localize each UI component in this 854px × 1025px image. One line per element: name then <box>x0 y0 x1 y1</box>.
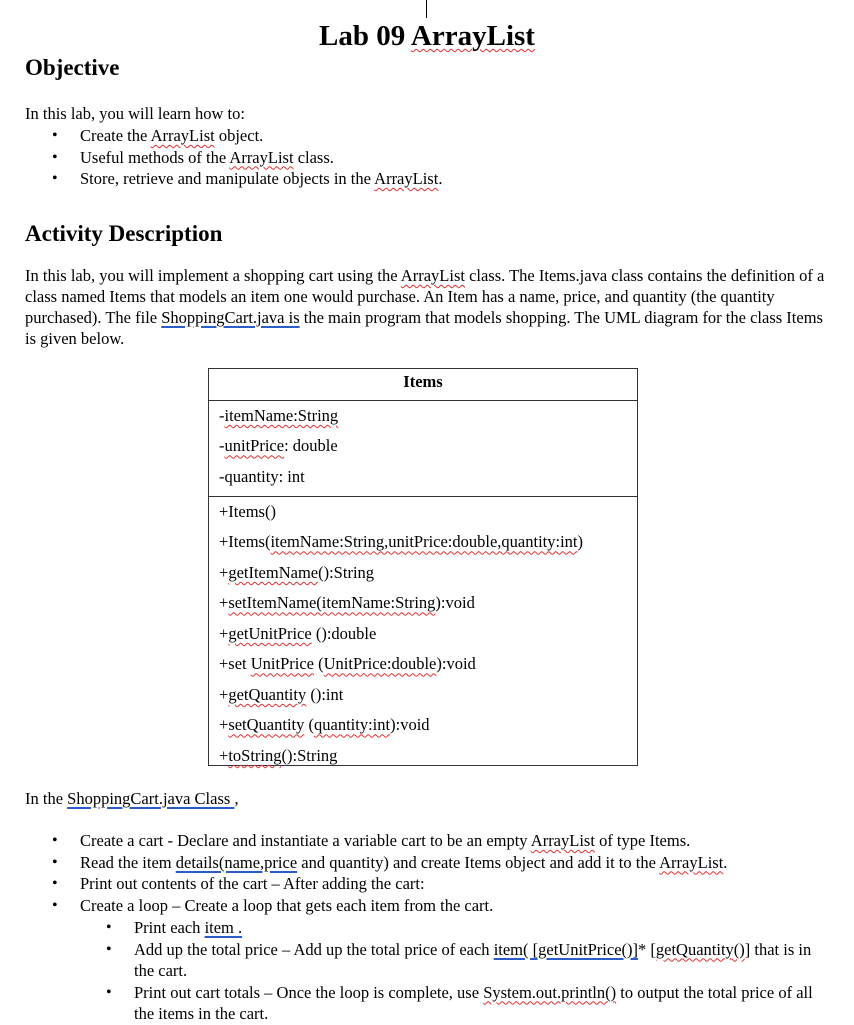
page-title: Lab 09 ArrayList <box>319 20 535 52</box>
uml-method: +toString():String <box>219 745 338 765</box>
uml-methods <box>209 497 637 772</box>
objective-item: • Useful methods of the ArrayList class. <box>52 147 442 169</box>
uml-method: +Items(itemName:String,unitPrice:double,quantity:int) <box>219 532 584 552</box>
uml-method: +setQuantity (quantity:int):void <box>219 715 430 735</box>
objective-list <box>52 125 442 190</box>
activity-heading: Activity Description <box>25 221 223 246</box>
shopping-step: • Create a cart - Declare and instantiate a variable cart to be an empty ArrayList of type Items. <box>52 830 832 852</box>
shopping-steps-list <box>52 830 832 916</box>
shopping-intro: In the ShoppingCart.java Class , <box>25 789 239 808</box>
title-term: ArrayList <box>410 20 535 52</box>
uml-method: +getItemName():String <box>219 562 375 582</box>
shoppingcart-link[interactable]: ShoppingCart.java is <box>161 308 300 327</box>
uml-method: +Items() <box>219 501 276 521</box>
objective-heading: Objective <box>25 55 120 80</box>
uml-method: +getUnitPrice ():double <box>219 623 377 643</box>
uml-attributes <box>209 401 637 497</box>
loop-substep: • Print each item . <box>106 917 826 939</box>
objective-item: • Store, retrieve and manipulate objects in the ArrayList. <box>52 168 442 190</box>
shopping-step: • Read the item details(name,price and quantity) and create Items object and add it to the ArrayList. <box>52 852 832 874</box>
uml-attribute: -itemName:String <box>219 406 339 425</box>
objective-intro: In this lab, you will learn how to: <box>25 104 245 123</box>
activity-paragraph: In this lab, you will implement a shopping cart using the ArrayList class. The Items.java class contains the definition of a class named Items that models an item one would purchase. An Item has a name, price, and quantity (the quantity purchased). The file ShoppingCart.java is the main program that models shopping. The UML diagram for the class Items is given below. <box>25 266 825 348</box>
uml-class-name: Items <box>209 369 637 401</box>
uml-method: +setItemName(itemName:String):void <box>219 593 475 613</box>
text-cursor <box>426 0 427 18</box>
shopping-step: • Print out contents of the cart – After adding the cart: <box>52 873 832 895</box>
uml-attribute: -unitPrice: double <box>219 436 338 456</box>
uml-method: +getQuantity ():int <box>219 684 344 704</box>
uml-method: +set UnitPrice (UnitPrice:double):void <box>219 654 476 674</box>
shoppingcart-class-link[interactable]: ShoppingCart.java Class <box>67 789 235 808</box>
objective-item: • Create the ArrayList object. <box>52 125 442 147</box>
loop-substep: • Print out cart totals – Once the loop is complete, use System.out.println() to output the total price of all the items in the cart. <box>106 982 826 1025</box>
loop-substep: • Add up the total price – Add up the total price of each item( [getUnitPrice()]* [getQuantity()] that is in the cart. <box>106 939 826 982</box>
shopping-step: • Create a loop – Create a loop that gets each item from the cart. <box>52 895 832 917</box>
uml-class-diagram <box>208 368 638 766</box>
uml-attribute: -quantity: int <box>219 466 305 486</box>
loop-substeps-list <box>106 917 826 1025</box>
